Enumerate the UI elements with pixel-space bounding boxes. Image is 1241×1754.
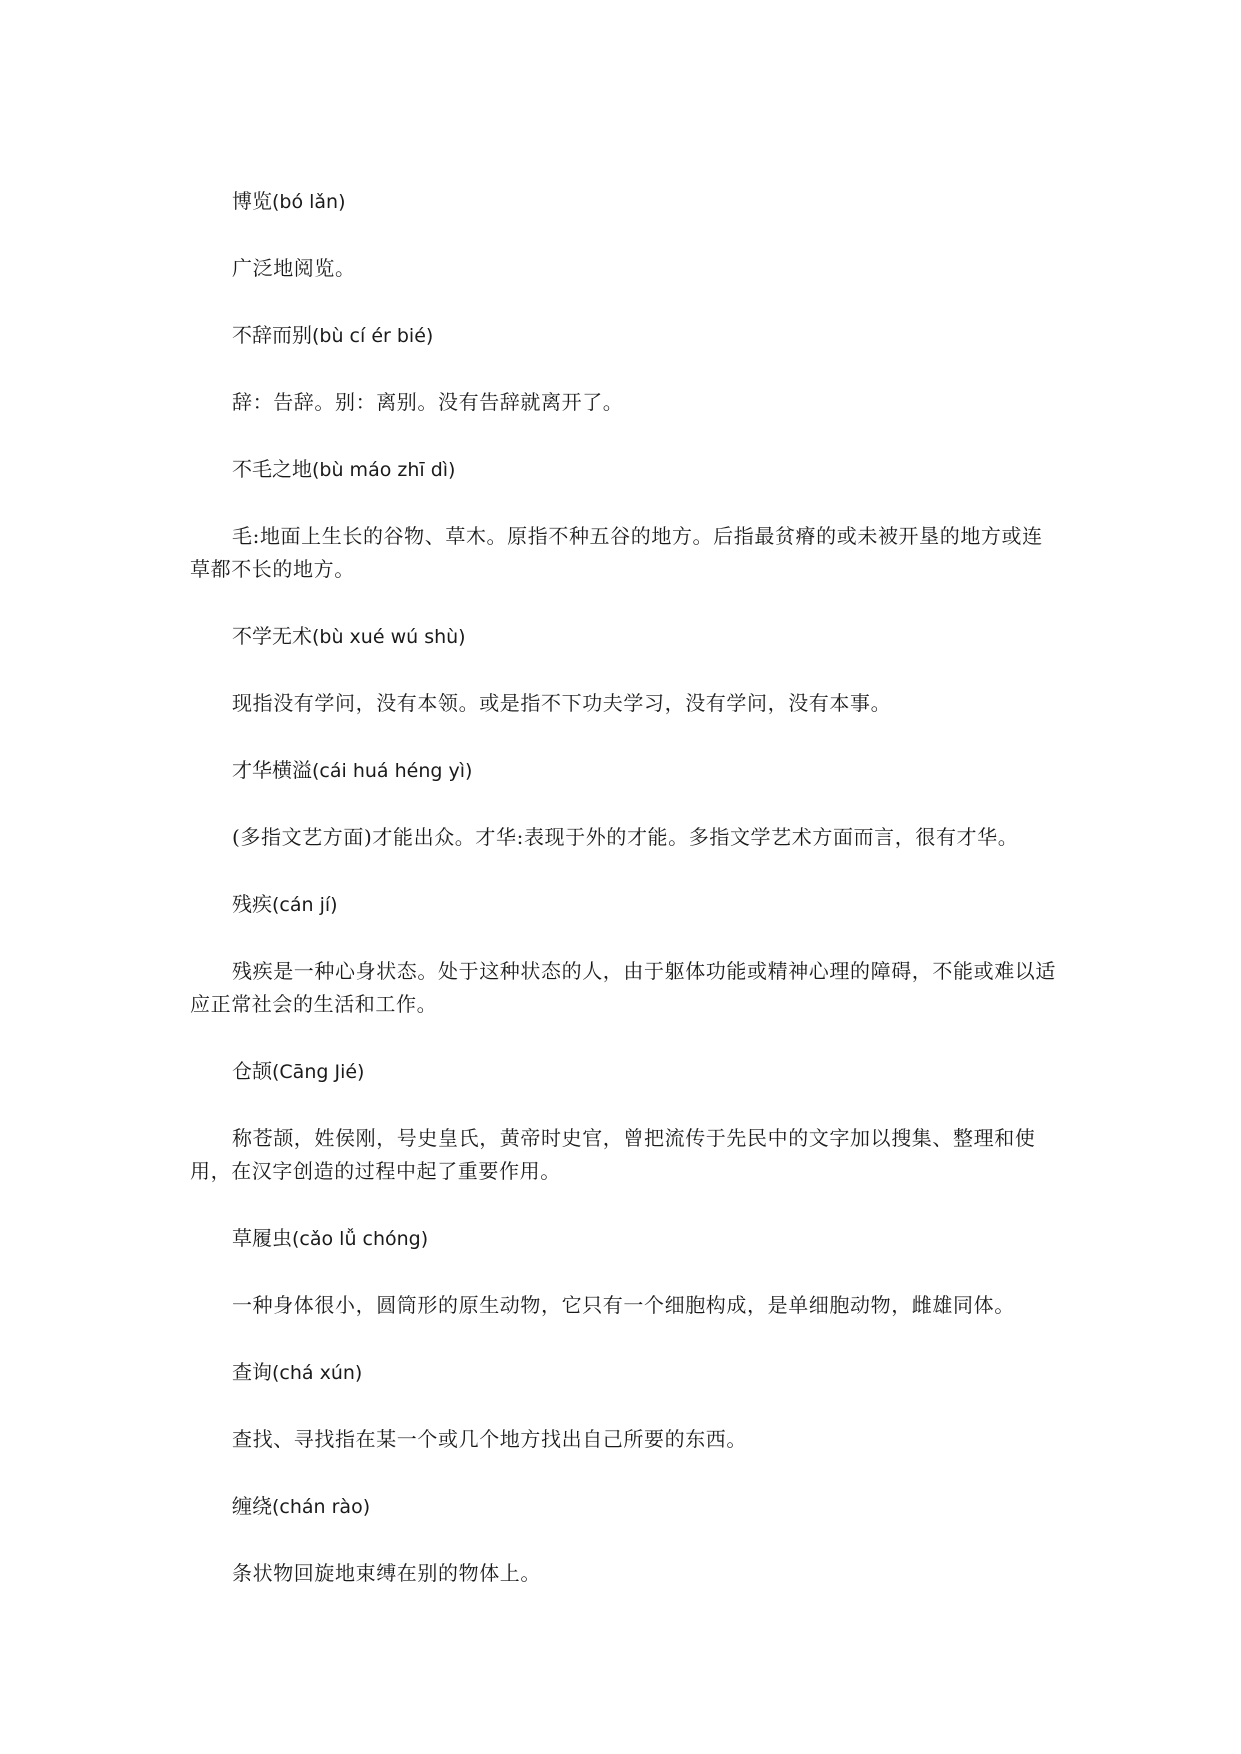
entry-term: [190, 1056, 1060, 1086]
entry-definition: 现指没有学问，没有本领。或是指不下功夫学习，没有学问，没有本事。: [232, 691, 892, 715]
glossary-entry: [190, 454, 1060, 621]
entry-term: [190, 320, 1060, 350]
term-word: 才华横溢: [232, 758, 312, 782]
entry-term: [190, 889, 1060, 919]
entry-definition: 辞：告辞。别：离别。没有告辞就离开了。: [232, 390, 624, 414]
term-pinyin: (bó lǎn): [272, 191, 346, 213]
glossary-entry: [190, 621, 1060, 755]
entry-definition: 广泛地阅览。: [232, 256, 356, 280]
glossary-entry: [190, 755, 1060, 889]
term-pinyin: (bù máo zhī dì): [312, 459, 456, 481]
entry-definition: 残疾是一种心身状态。处于这种状态的人，由于躯体功能或精神心理的障碍，不能或难以适应正常社会的生活和工作。: [190, 959, 1056, 1016]
glossary-entry: [190, 320, 1060, 454]
term-word: 不毛之地: [232, 457, 312, 481]
entry-definition: 查找、寻找指在某一个或几个地方找出自己所要的东西。: [232, 1427, 747, 1451]
term-pinyin: (cái huá héng yì): [312, 760, 473, 782]
term-pinyin: (cǎo lǚ chóng): [292, 1228, 429, 1250]
entry-term: [190, 1491, 1060, 1521]
term-word: 仓颉: [232, 1059, 272, 1083]
entry-definition: 一种身体很小，圆筒形的原生动物，它只有一个细胞构成，是单细胞动物，雌雄同体。: [232, 1293, 1015, 1317]
term-pinyin: (cán jí): [272, 894, 338, 916]
term-word: 查询: [232, 1360, 272, 1384]
glossary-entry: [190, 1223, 1060, 1357]
term-word: 缠绕: [232, 1494, 272, 1518]
glossary-entry: [190, 1491, 1060, 1590]
glossary-entry: [190, 186, 1060, 320]
term-word: 不学无术: [232, 624, 312, 648]
entry-definition: 条状物回旋地束缚在别的物体上。: [232, 1561, 541, 1585]
glossary: [190, 186, 1060, 1590]
glossary-entry: [190, 1357, 1060, 1491]
term-word: 博览: [232, 189, 272, 213]
term-word: 不辞而别: [232, 323, 312, 347]
term-pinyin: (bù xué wú shù): [312, 626, 466, 648]
entry-term: [190, 1223, 1060, 1253]
entry-definition: (多指文艺方面)才能出众。才华:表现于外的才能。多指文学艺术方面而言，很有才华。: [232, 825, 1019, 849]
entry-definition: 称苍颉，姓侯刚，号史皇氏，黄帝时史官，曾把流传于先民中的文字加以搜集、整理和使用，在汉字创造的过程中起了重要作用。: [190, 1126, 1036, 1183]
term-pinyin: (chá xún): [272, 1362, 363, 1384]
entry-term: [190, 621, 1060, 651]
term-pinyin: (chán rào): [272, 1496, 371, 1518]
glossary-entry: [190, 889, 1060, 1056]
entry-term: [190, 1357, 1060, 1387]
term-word: 草履虫: [232, 1226, 292, 1250]
term-pinyin: (Cāng Jié): [272, 1061, 365, 1083]
entry-definition: 毛:地面上生长的谷物、草木。原指不种五谷的地方。后指最贫瘠的或未被开垦的地方或连草都不长的地方。: [190, 524, 1043, 581]
entry-term: [190, 186, 1060, 216]
entry-term: [190, 454, 1060, 484]
entry-term: [190, 755, 1060, 785]
term-word: 残疾: [232, 892, 272, 916]
glossary-entry: [190, 1056, 1060, 1223]
term-pinyin: (bù cí ér bié): [312, 325, 434, 347]
